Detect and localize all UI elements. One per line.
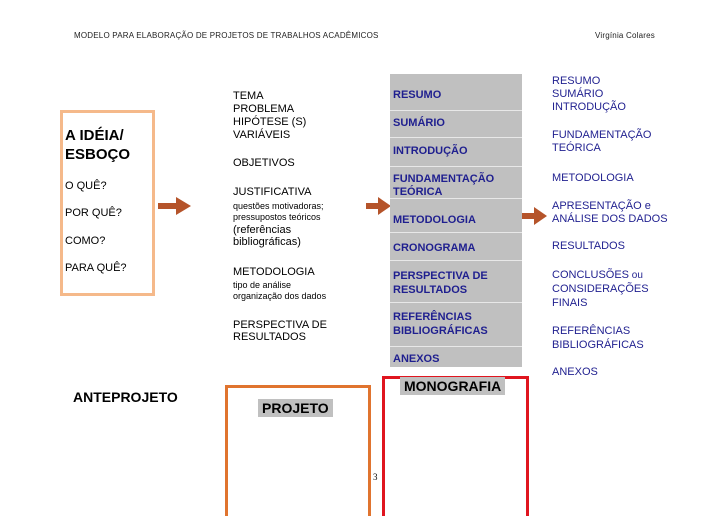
idea-title-1: A IDÉIA/ (65, 127, 124, 144)
divider (390, 166, 522, 167)
project-item-problema: PROBLEMA (233, 103, 295, 115)
structure-item-cronograma: CRONOGRAMA (393, 242, 476, 254)
thesis-item-fundamentacao-2: TEÓRICA (552, 142, 601, 154)
divider (390, 110, 522, 111)
structure-item-resumo: RESUMO (393, 89, 442, 101)
structure-item-perspectiva-1: PERSPECTIVA DE (393, 270, 488, 282)
thesis-item-referencias-1: REFERÊNCIAS (552, 325, 631, 337)
project-item-objetivos: OBJETIVOS (233, 157, 295, 169)
structure-item-referencias-1: REFERÊNCIAS (393, 311, 472, 323)
thesis-item-introducao: INTRODUÇÃO (552, 101, 626, 113)
divider (390, 260, 522, 261)
divider (390, 346, 522, 347)
thesis-item-anexos: ANEXOS (552, 366, 598, 378)
thesis-item-referencias-2: BIBLIOGRÁFICAS (552, 339, 644, 351)
structure-item-referencias-2: BIBLIOGRÁFICAS (393, 325, 488, 337)
project-item-metodologia: METODOLOGIA (233, 266, 315, 278)
thesis-item-apresentacao-1: APRESENTAÇÃO e (552, 200, 651, 212)
project-note-ref1: (referências (233, 224, 292, 236)
project-note-pressupostos: pressupostos teóricos (233, 212, 321, 222)
structure-item-metodologia: METODOLOGIA (393, 214, 476, 226)
question-what-for: PARA QUÊ? (65, 262, 127, 274)
question-why: POR QUÊ? (65, 207, 122, 219)
question-how: COMO? (65, 235, 106, 247)
thesis-item-conclusoes-ou: ou (629, 270, 643, 281)
structure-item-fundamentacao-1: FUNDAMENTAÇÃO (393, 173, 495, 185)
thesis-item-conclusoes (552, 269, 643, 282)
project-item-hipotese: HIPÓTESE (S) (233, 116, 307, 128)
label-anteprojeto: ANTEPROJETO (73, 389, 178, 405)
project-item-perspectiva-2: RESULTADOS (233, 331, 306, 343)
project-item-variaveis: VARIÁVEIS (233, 129, 291, 141)
thesis-item-sumario: SUMÁRIO (552, 88, 604, 100)
project-note-tipo: tipo de análise (233, 280, 292, 290)
divider (390, 302, 522, 303)
project-item-justificativa: JUSTIFICATIVA (233, 186, 312, 198)
project-note-questoes: questões motivadoras; (233, 201, 324, 211)
thesis-item-fundamentacao-1: FUNDAMENTAÇÃO (552, 129, 652, 141)
monografia-box (382, 376, 529, 516)
question-what: O QUÊ? (65, 180, 107, 192)
project-note-organizacao: organização dos dados (233, 291, 327, 301)
arrow-right-icon (366, 197, 392, 215)
thesis-item-apresentacao-2: ANÁLISE DOS DADOS (552, 213, 668, 225)
header-title: MODELO PARA ELABORAÇÃO DE PROJETOS DE TRABALHOS ACADÊMICOS (74, 31, 379, 40)
divider (390, 232, 522, 233)
structure-item-perspectiva-2: RESULTADOS (393, 284, 468, 296)
label-projeto: PROJETO (258, 399, 333, 417)
project-item-tema: TEMA (233, 90, 264, 102)
arrow-right-icon (522, 207, 548, 225)
idea-title-2: ESBOÇO (65, 146, 131, 163)
thesis-item-consideracoes: CONSIDERAÇÕES (552, 283, 649, 295)
thesis-item-conclusoes-label: CONCLUSÕES (552, 269, 630, 281)
label-monografia: MONOGRAFIA (400, 377, 505, 395)
structure-item-sumario: SUMÁRIO (393, 117, 445, 129)
thesis-item-finais: FINAIS (552, 297, 588, 309)
structure-item-introducao: INTRODUÇÃO (393, 145, 468, 157)
thesis-item-metodologia: METODOLOGIA (552, 172, 634, 184)
thesis-item-resumo: RESUMO (552, 75, 601, 87)
structure-item-fundamentacao-2: TEÓRICA (393, 186, 443, 198)
structure-item-anexos: ANEXOS (393, 353, 440, 365)
project-note-ref2: bibliográficas) (233, 236, 301, 248)
divider (390, 137, 522, 138)
page-number: 3 (373, 472, 378, 482)
arrow-right-icon (158, 196, 192, 216)
project-item-perspectiva-1: PERSPECTIVA DE (233, 319, 327, 331)
thesis-item-resultados: RESULTADOS (552, 240, 625, 252)
header-author: Virgínia Colares (595, 31, 655, 40)
